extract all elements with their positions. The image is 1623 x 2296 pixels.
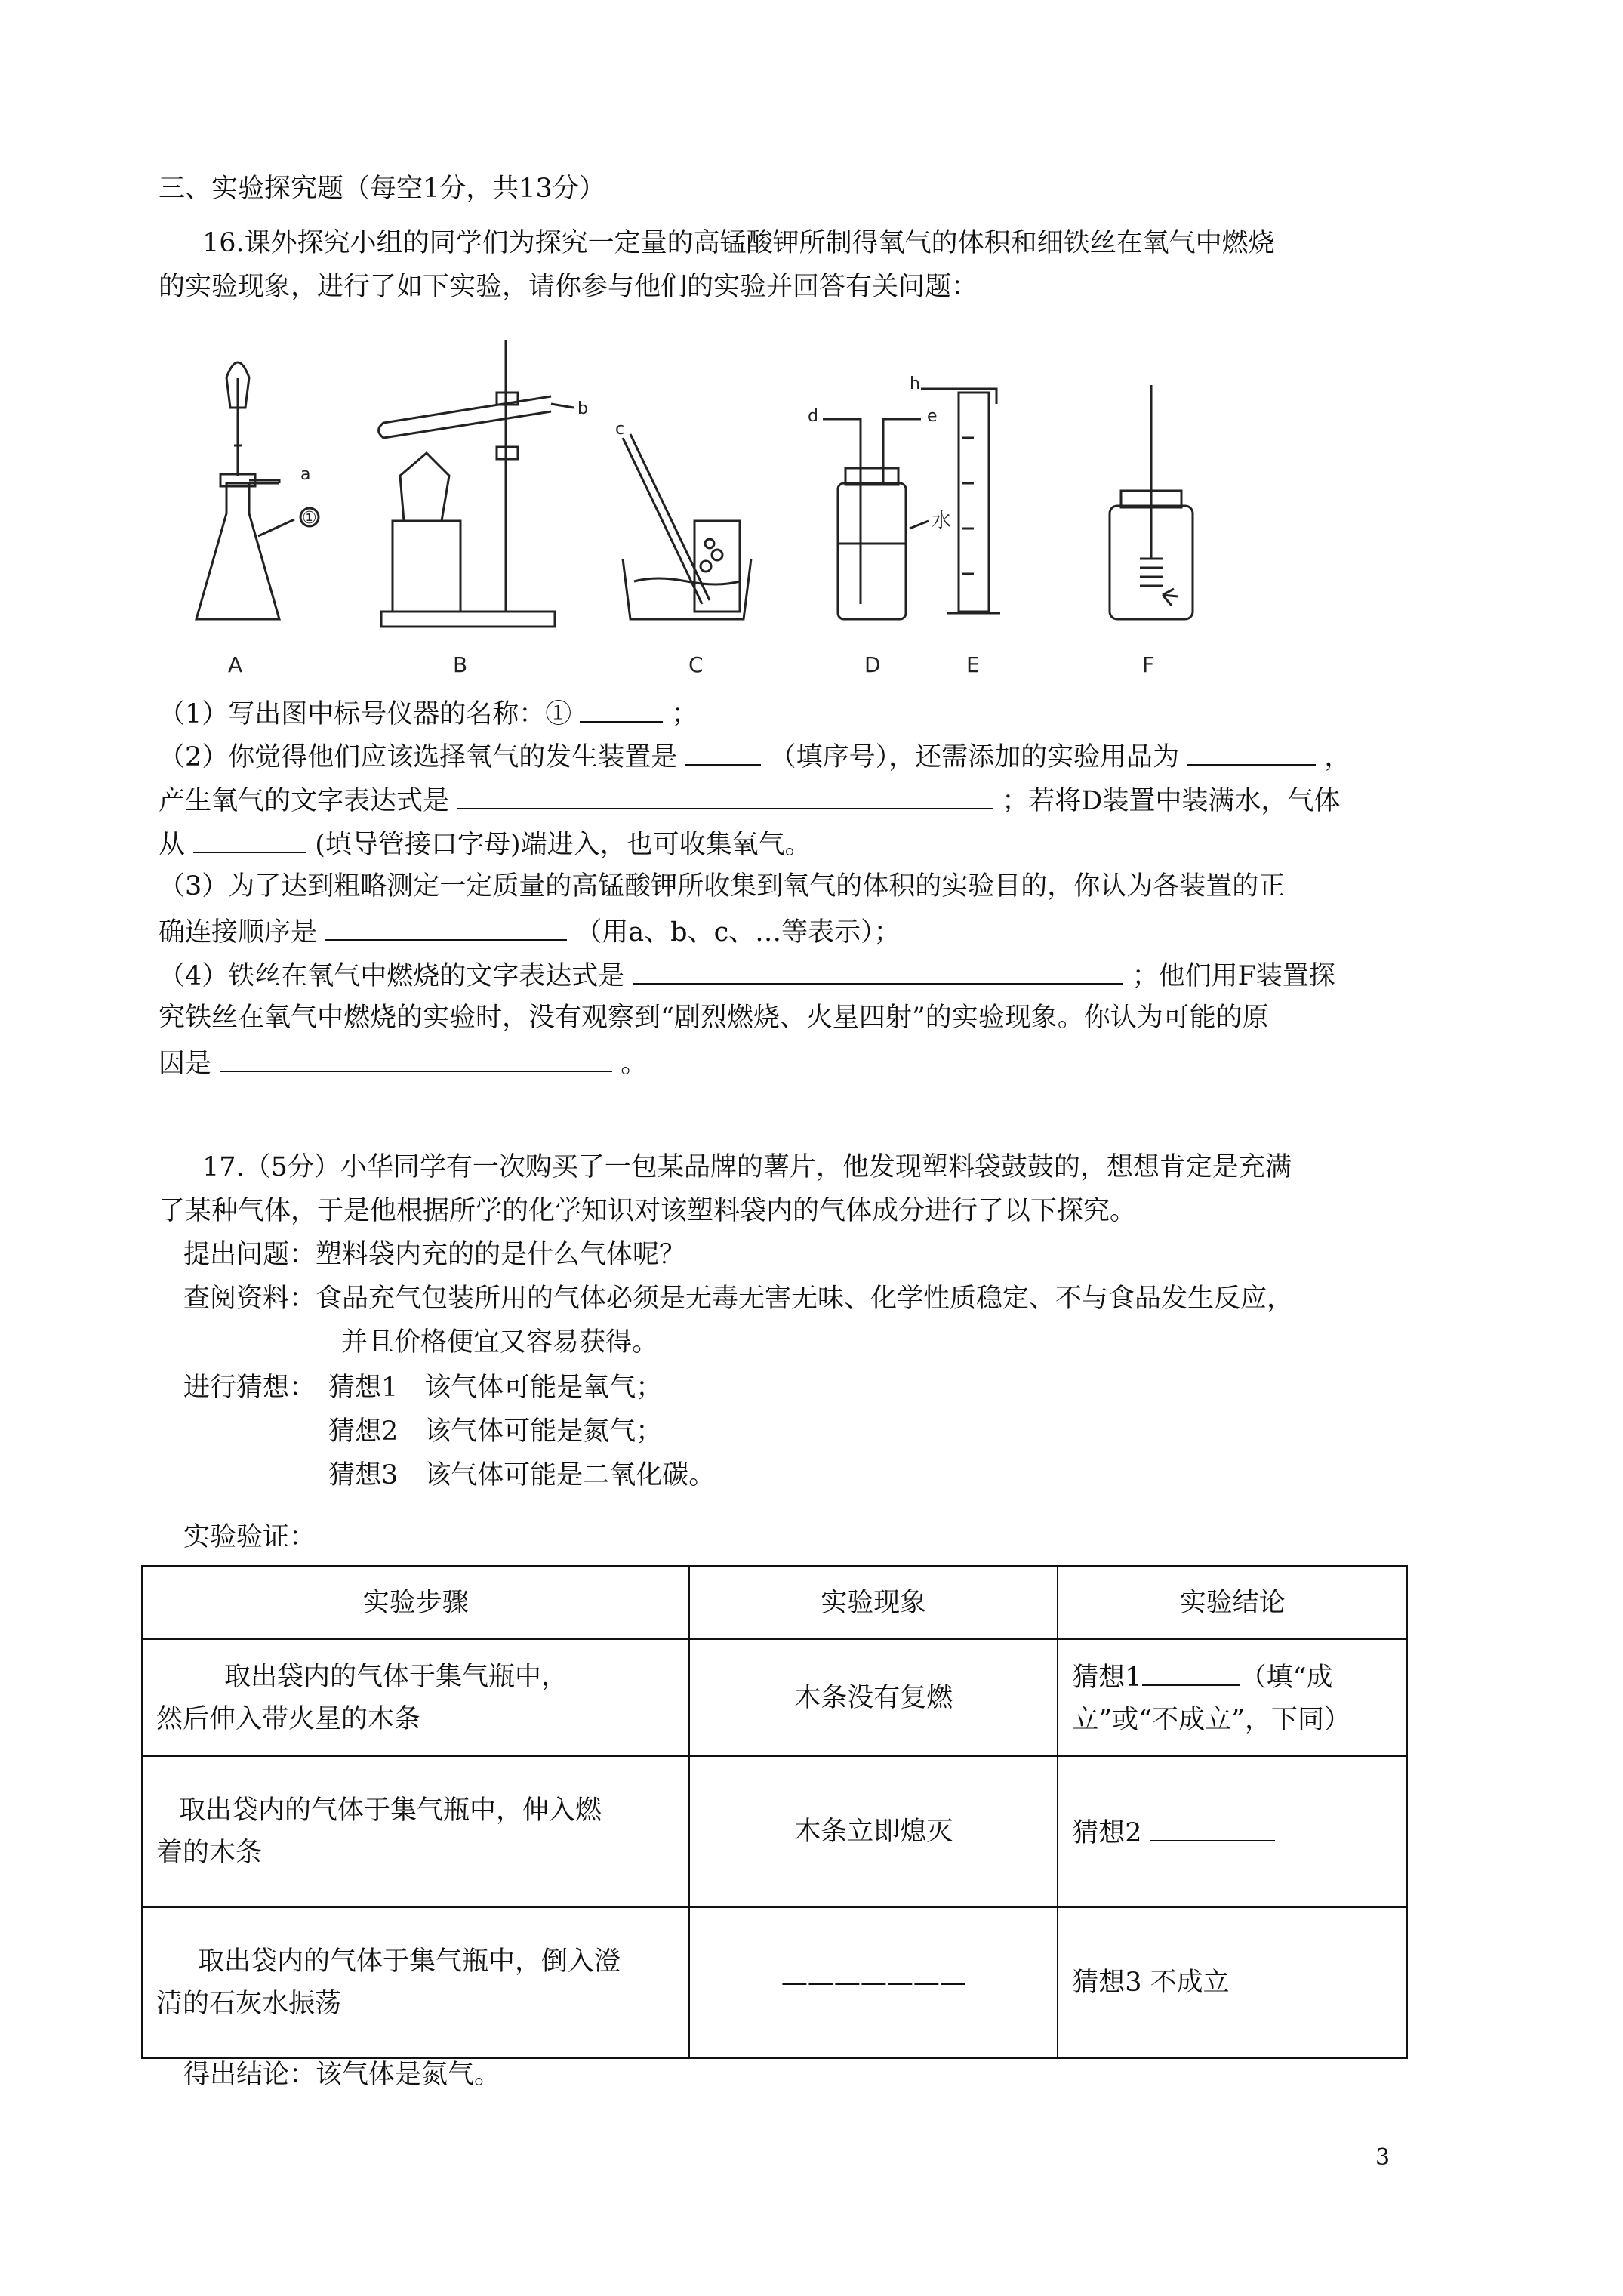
- table-row: [142, 1907, 1407, 2058]
- row2-conclusion: 猜想2: [1058, 1756, 1407, 1907]
- q16-intro-line-1: 16.课外探究小组的同学们为探究一定量的高锰酸钾所制得氧气的体积和细铁丝在氧气中燃烧: [202, 228, 1275, 258]
- q17-conclusion: 得出结论：该气体是氮气。: [183, 2060, 501, 2090]
- q16-intro-line-2: 的实验现象，进行了如下实验，请你参与他们的实验并回答有关问题：: [159, 272, 978, 302]
- answer-blank-5[interactable]: [193, 821, 306, 853]
- label-circle-1: ①: [302, 509, 317, 528]
- q17-guess-3: 猜想3 该气体可能是二氧化碳。: [328, 1460, 716, 1490]
- row3-conclusion: 猜想3 不成立: [1058, 1907, 1407, 2058]
- label-f: F: [1142, 652, 1155, 677]
- q17-guess-label: 进行猜想：: [183, 1373, 316, 1403]
- port-h: h: [910, 374, 920, 393]
- apparatus-f-jar: [1110, 385, 1193, 619]
- q17-verify-label: 实验验证：: [183, 1522, 316, 1552]
- experiment-table: [141, 1565, 1408, 2059]
- label-e: E: [966, 652, 980, 677]
- q17-guess-1: 猜想1 该气体可能是氧气；: [328, 1373, 663, 1403]
- q17-data-line-1: 查阅资料：食品充气包装所用的气体必须是无毒无害无味、化学性质稳定、不与食品发生反应，: [183, 1284, 1294, 1314]
- apparatus-figure: [174, 332, 1230, 680]
- apparatus-d-bottle: [823, 419, 929, 619]
- answer-blank-9[interactable]: [1142, 1654, 1240, 1686]
- q17-data-line-2: 并且价格便宜又容易获得。: [341, 1327, 659, 1358]
- apparatus-c-trough: [623, 434, 751, 619]
- label-d: D: [864, 652, 881, 677]
- port-d: d: [808, 407, 818, 426]
- port-e: e: [927, 407, 938, 426]
- q17-question: 提出问题：塑料袋内充的的是什么气体呢？: [183, 1240, 686, 1270]
- port-b: b: [577, 399, 588, 418]
- answer-blank-8[interactable]: [220, 1040, 612, 1072]
- port-a: a: [300, 465, 311, 484]
- q16-part2-line1: （2）你觉得他们应该选择氧气的发生装置是 （填序号），还需添加的实验用品为 ，: [159, 734, 1404, 778]
- answer-blank-3[interactable]: [1187, 734, 1316, 766]
- apparatus-b-stand: [379, 340, 574, 627]
- q16-part1: （1）写出图中标号仪器的名称：① ；: [159, 691, 1404, 735]
- q16-part3-line2: 确连接顺序是 （用a、b、c、…等表示）；: [159, 909, 1404, 954]
- answer-blank-2[interactable]: [685, 734, 761, 766]
- row3-step: 取出袋内的气体于集气瓶中，倒入澄 清的石灰水振荡: [142, 1907, 689, 2058]
- q16-part2-line3: 从 (填导管接口字母)端进入，也可收集氧气。: [159, 821, 1404, 866]
- answer-blank-10[interactable]: [1150, 1810, 1275, 1841]
- label-c: C: [688, 652, 704, 677]
- section-header: 三、实验探究题（每空1分，共13分）: [159, 174, 605, 204]
- label-water: 水: [932, 510, 952, 532]
- label-b: B: [453, 652, 468, 677]
- row1-phenomenon: 木条没有复燃: [689, 1639, 1058, 1756]
- header-phenomenon: 实验现象: [689, 1566, 1058, 1639]
- q16-part4-line2: 究铁丝在氧气中燃烧的实验时，没有观察到“剧烈燃烧、火星四射”的实验现象。你认为可能的原: [159, 1003, 1269, 1033]
- answer-blank-4[interactable]: [457, 778, 993, 809]
- q17-intro-line-1: 17.（5分）小华同学有一次购买了一包某品牌的薯片，他发现塑料袋鼓鼓的，想想肯定是充满: [202, 1152, 1292, 1182]
- q16-part2-line2: 产生氧气的文字表达式是 ；若将D装置中装满水，气体: [159, 778, 1404, 822]
- label-a: A: [228, 652, 243, 677]
- port-c: c: [615, 420, 625, 439]
- q16-part4-line3: 因是 。: [159, 1040, 1404, 1085]
- row2-phenomenon: 木条立即熄灭: [689, 1756, 1058, 1907]
- answer-blank-6[interactable]: [325, 909, 567, 941]
- row1-conclusion: 猜想1 （填“成 立”或“不成立”，下同）: [1058, 1639, 1407, 1756]
- apparatus-a-flask: [196, 362, 319, 619]
- q16-part4-line1: （4）铁丝在氧气中燃烧的文字表达式是 ；他们用F装置探: [159, 953, 1404, 997]
- q17-intro-line-2: 了某种气体，于是他根据所学的化学知识对该塑料袋内的气体成分进行了以下探究。: [159, 1196, 1137, 1226]
- row3-phenomenon: ———————: [689, 1907, 1058, 2058]
- table-row: [142, 1639, 1407, 1756]
- q17-guess-2: 猜想2 该气体可能是氮气；: [328, 1416, 663, 1447]
- header-conclusion: 实验结论: [1058, 1566, 1407, 1639]
- answer-blank-1[interactable]: [580, 691, 663, 723]
- answer-blank-7[interactable]: [633, 953, 1123, 985]
- table-row: [142, 1756, 1407, 1907]
- page-number: 3: [1375, 2144, 1390, 2171]
- q16-part3-line1: （3）为了达到粗略测定一定质量的高锰酸钾所收集到氧气的体积的实验目的，你认为各装置的正: [159, 871, 1286, 901]
- row1-step: 取出袋内的气体于集气瓶中， 然后伸入带火星的木条: [142, 1639, 689, 1756]
- row2-step: 取出袋内的气体于集气瓶中，伸入燃 着的木条: [142, 1756, 689, 1907]
- table-header-row: [142, 1566, 1407, 1639]
- header-steps: 实验步骤: [142, 1566, 689, 1639]
